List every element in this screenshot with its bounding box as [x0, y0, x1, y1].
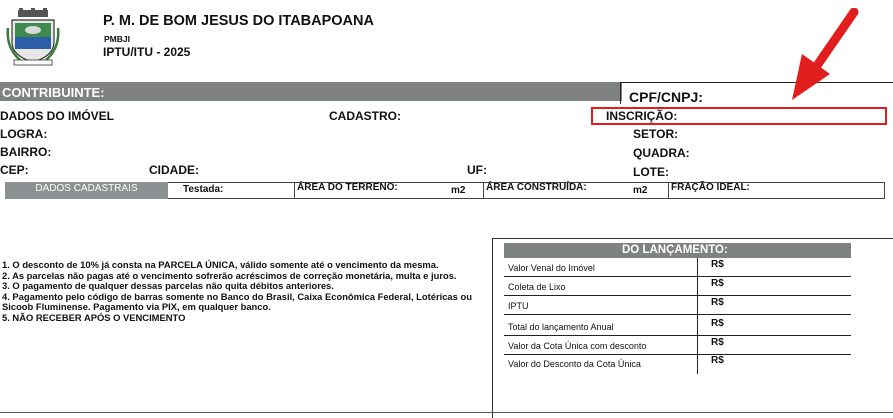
row-value: R$	[711, 278, 724, 289]
tax-year-label: IPTU/ITU - 2025	[103, 45, 191, 59]
note-item: 1. O desconto de 10% já consta na PARCELA ÚNICA, válido somente até o vencimento da mesma.	[2, 259, 439, 270]
note-item: 4. Pagamento pelo código de barras somente no Banco do Brasil, Caixa Econômica Federal, Lotéricas ou Sicoob Fluminense. Pagamento via PIX, em qualquer banco.	[2, 290, 472, 313]
inscricao-label: INSCRIÇÃO:	[606, 109, 678, 123]
bottom-rule	[0, 412, 893, 413]
dados-cadastrais-tab: DADOS CADASTRAIS	[5, 182, 168, 199]
note-item: 5. NÃO RECEBER APÓS O VENCIMENTO	[2, 311, 186, 323]
row-label: IPTU	[508, 301, 529, 311]
lancamento-row	[504, 336, 851, 355]
lote-label: LOTE:	[633, 165, 669, 179]
area-terreno-unit: m2	[451, 185, 466, 196]
row-label: Valor da Cota Única com desconto	[508, 341, 647, 351]
lancamento-row	[504, 277, 851, 296]
area-construida-unit: m2	[633, 185, 648, 196]
uf-label: UF:	[467, 163, 487, 177]
municipality-abbreviation: PMBJI	[104, 34, 130, 44]
cadastro-label: CADASTRO:	[329, 109, 401, 123]
strip-divider	[294, 182, 295, 199]
contribuinte-label: CONTRIBUINTE:	[2, 85, 105, 100]
fracao-ideal-label: FRAÇÃO IDEAL:	[671, 182, 750, 193]
quadra-label: QUADRA:	[633, 146, 690, 160]
note-item: 3. O pagamento de qualquer dessas parcelas não quita débitos anteriores.	[2, 280, 334, 292]
lancamento-column-divider	[697, 258, 698, 374]
area-construida-label: ÁREA CONSTRUÍDA:	[486, 182, 587, 193]
strip-divider	[483, 182, 484, 199]
dados-imovel-label: DADOS DO IMÓVEL	[0, 109, 115, 123]
row-label: Valor Venal do Imóvel	[508, 263, 595, 273]
lancamento-row	[504, 296, 851, 315]
setor-label: SETOR:	[633, 127, 679, 141]
municipality-title: P. M. DE BOM JESUS DO ITABAPOANA	[103, 13, 374, 29]
row-value: R$	[711, 297, 724, 308]
lancamento-header-text: DO LANÇAMENTO:	[622, 244, 728, 256]
red-arrow-icon	[784, 8, 870, 104]
row-label: Valor do Desconto da Cota Única	[508, 359, 641, 369]
testada-label: Testada:	[183, 184, 224, 195]
row-value: R$	[711, 259, 724, 270]
payment-notes	[2, 260, 494, 324]
lancamento-row	[504, 258, 851, 277]
row-value: R$	[711, 355, 724, 366]
bairro-label: BAIRRO:	[0, 145, 52, 159]
lancamento-row	[504, 317, 851, 336]
area-terreno-label: ÁREA DO TERRENO:	[297, 182, 398, 193]
municipal-crest-logo	[6, 8, 60, 66]
row-value: R$	[711, 337, 724, 348]
note-item: 2. As parcelas não pagas até o vencimento sofrerão acréscimos de correção monetária, multa e juros.	[2, 269, 457, 281]
lancamento-header	[504, 243, 851, 258]
strip-divider	[668, 182, 669, 199]
row-value: R$	[711, 318, 724, 329]
cidade-label: CIDADE:	[149, 163, 199, 177]
cpf-cnpj-label: CPF/CNPJ:	[629, 89, 703, 105]
lancamento-row	[504, 354, 851, 373]
row-label: Coleta de Lixo	[508, 282, 566, 292]
row-label: Total do lançamento Anual	[508, 322, 614, 332]
logra-label: LOGRA:	[0, 127, 48, 141]
cep-label: CEP:	[0, 163, 29, 177]
